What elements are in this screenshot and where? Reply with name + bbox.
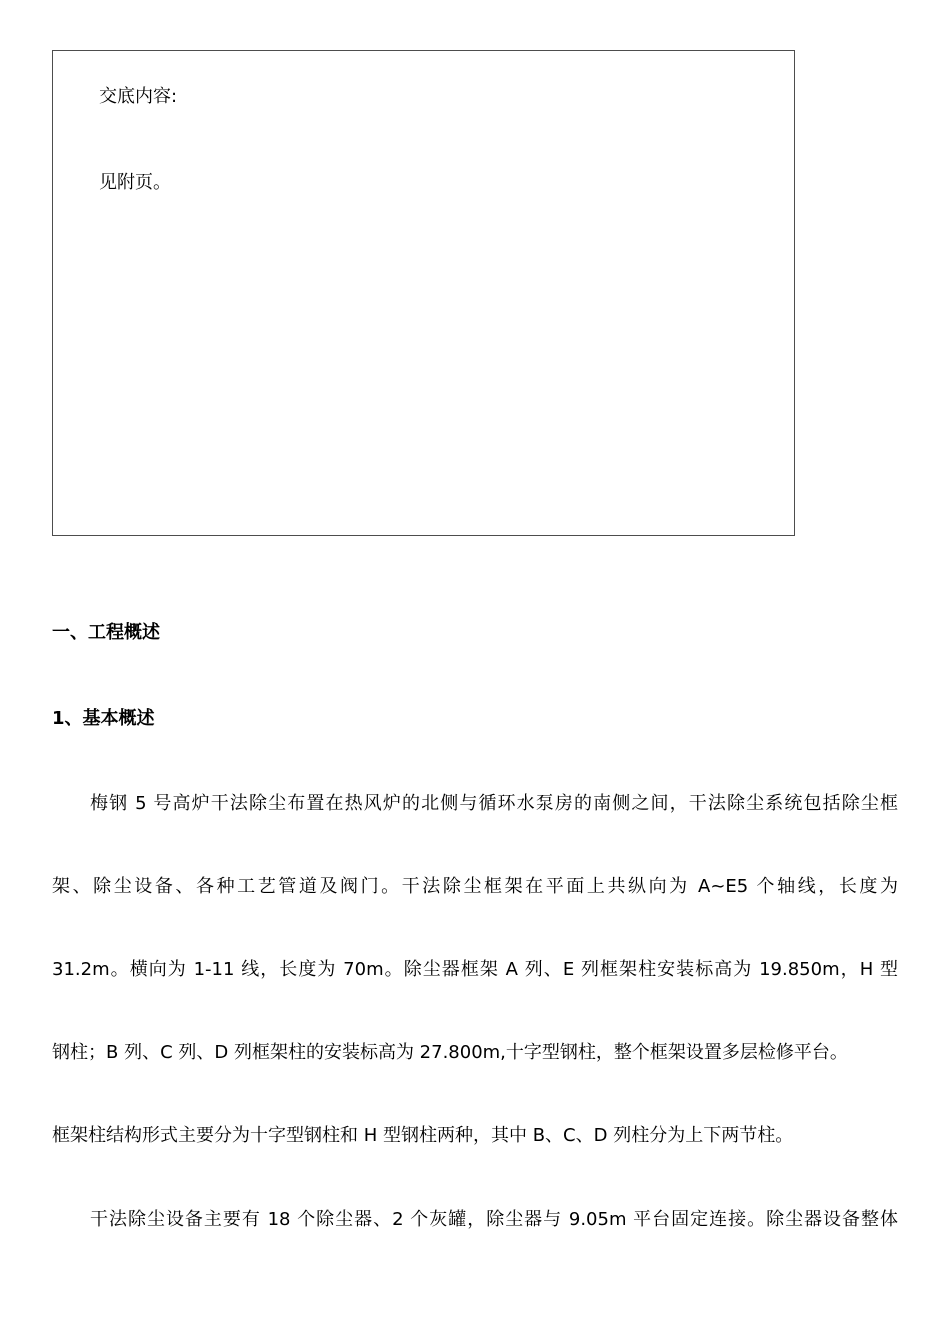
- disclosure-content-text: 见附页。: [99, 172, 171, 193]
- disclosure-content-box: [52, 50, 795, 536]
- paragraph-line: 钢柱；B 列、C 列、D 列框架柱的安装标高为 27.800m,十字型钢柱，整个框架设置多层检修平台。: [52, 1042, 848, 1063]
- paragraph-line: 梅钢 5 号高炉干法除尘布置在热风炉的北侧与循环水泵房的南侧之间，干法除尘系统包括除尘框: [90, 793, 898, 814]
- paragraph-line: 框架柱结构形式主要分为十字型钢柱和 H 型钢柱两种，其中 B、C、D 列柱分为上下两节柱。: [52, 1125, 794, 1146]
- disclosure-content-label: 交底内容:: [99, 86, 178, 107]
- section-heading-overview: 一、工程概述: [52, 622, 160, 643]
- paragraph-line: 31.2m。横向为 1-11 线，长度为 70m。除尘器框架 A 列、E 列框架柱安装标高为 19.850m，H 型: [52, 959, 898, 980]
- paragraph-line: 干法除尘设备主要有 18 个除尘器、2 个灰罐，除尘器与 9.05m 平台固定连接。除尘器设备整体: [90, 1209, 898, 1230]
- subsection-heading-basic: 1、基本概述: [52, 708, 155, 729]
- paragraph-line: 架、除尘设备、各种工艺管道及阀门。干法除尘框架在平面上共纵向为 A~E5 个轴线，长度为: [52, 876, 898, 897]
